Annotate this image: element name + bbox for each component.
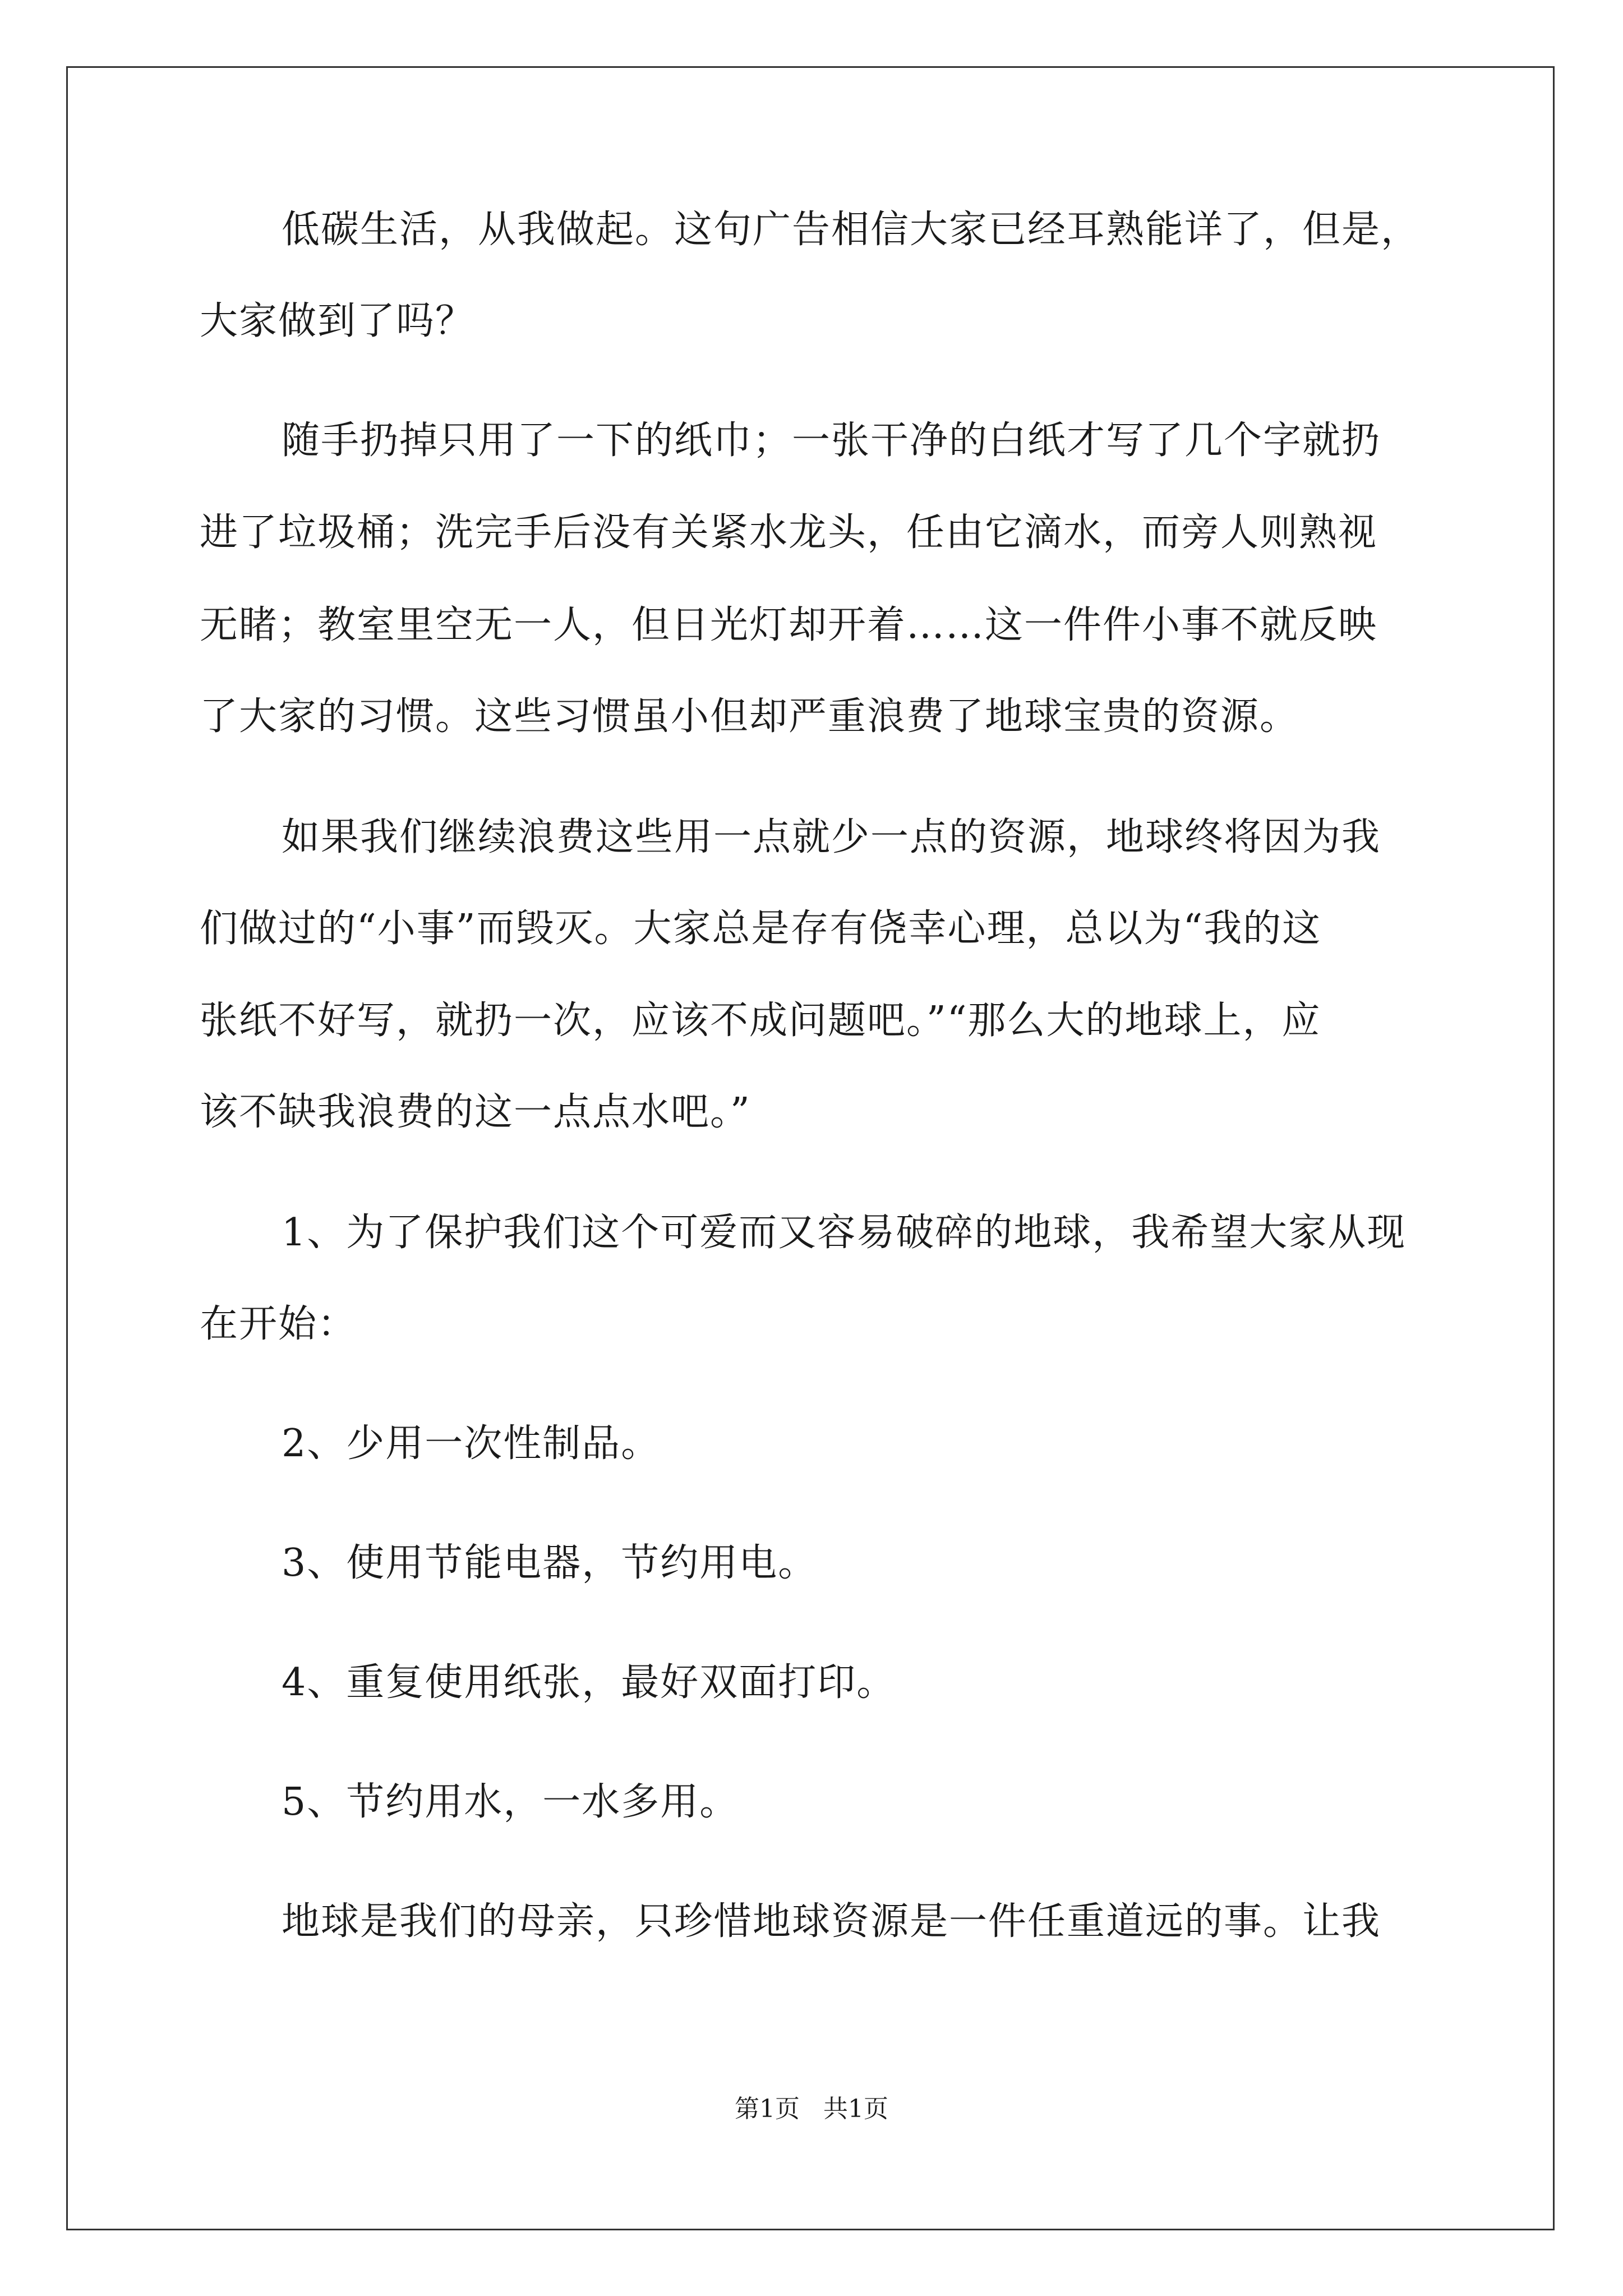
page-number: 第1页	[735, 2095, 800, 2123]
paragraph-line: 张纸不好写，就扔一次，应该不成问题吧。”“那么大的地球上，应	[200, 999, 1321, 1043]
paragraph-line: 了大家的习惯。这些习惯虽小但却严重浪费了地球宝贵的资源。	[200, 694, 1299, 739]
list-item: 在开始：	[200, 1302, 357, 1346]
paragraph-line: 低碳生活，从我做起。这句广告相信大家已经耳熟能详了，但是，	[282, 208, 1421, 252]
list-item: 2、少用一次性制品。	[282, 1421, 661, 1466]
list-item: 4、重复使用纸张，最好双面打印。	[282, 1660, 896, 1705]
paragraph-line: 如果我们继续浪费这些用一点就少一点的资源，地球终将因为我	[282, 815, 1381, 859]
paragraph-line: 地球是我们的母亲，只珍惜地球资源是一件任重道远的事。让我	[282, 1899, 1381, 1944]
paragraph-line: 大家做到了吗？	[200, 299, 475, 343]
paragraph-line: 随手扔掉只用了一下的纸巾；一张干净的白纸才写了几个字就扔	[282, 418, 1381, 463]
page-footer	[0, 2092, 1623, 2126]
paragraph-line: 该不缺我浪费的这一点点水吧。”	[200, 1090, 751, 1134]
paragraph-line: 们做过的“小事”而毁灭。大家总是存有侥幸心理，总以为“我的这	[200, 907, 1322, 951]
page-total: 共1页	[823, 2095, 888, 2123]
list-item: 5、节约用水，一水多用。	[282, 1780, 739, 1824]
paragraph-line: 进了垃圾桶；洗完手后没有关紧水龙头，任由它滴水，而旁人则熟视	[200, 510, 1378, 555]
list-item: 3、使用节能电器，节约用电。	[282, 1541, 818, 1585]
paragraph-line: 无睹；教室里空无一人，但日光灯却开着……这一件件小事不就反映	[200, 603, 1378, 647]
list-item: 1、为了保护我们这个可爱而又容易破碎的地球，我希望大家从现	[282, 1211, 1407, 1255]
